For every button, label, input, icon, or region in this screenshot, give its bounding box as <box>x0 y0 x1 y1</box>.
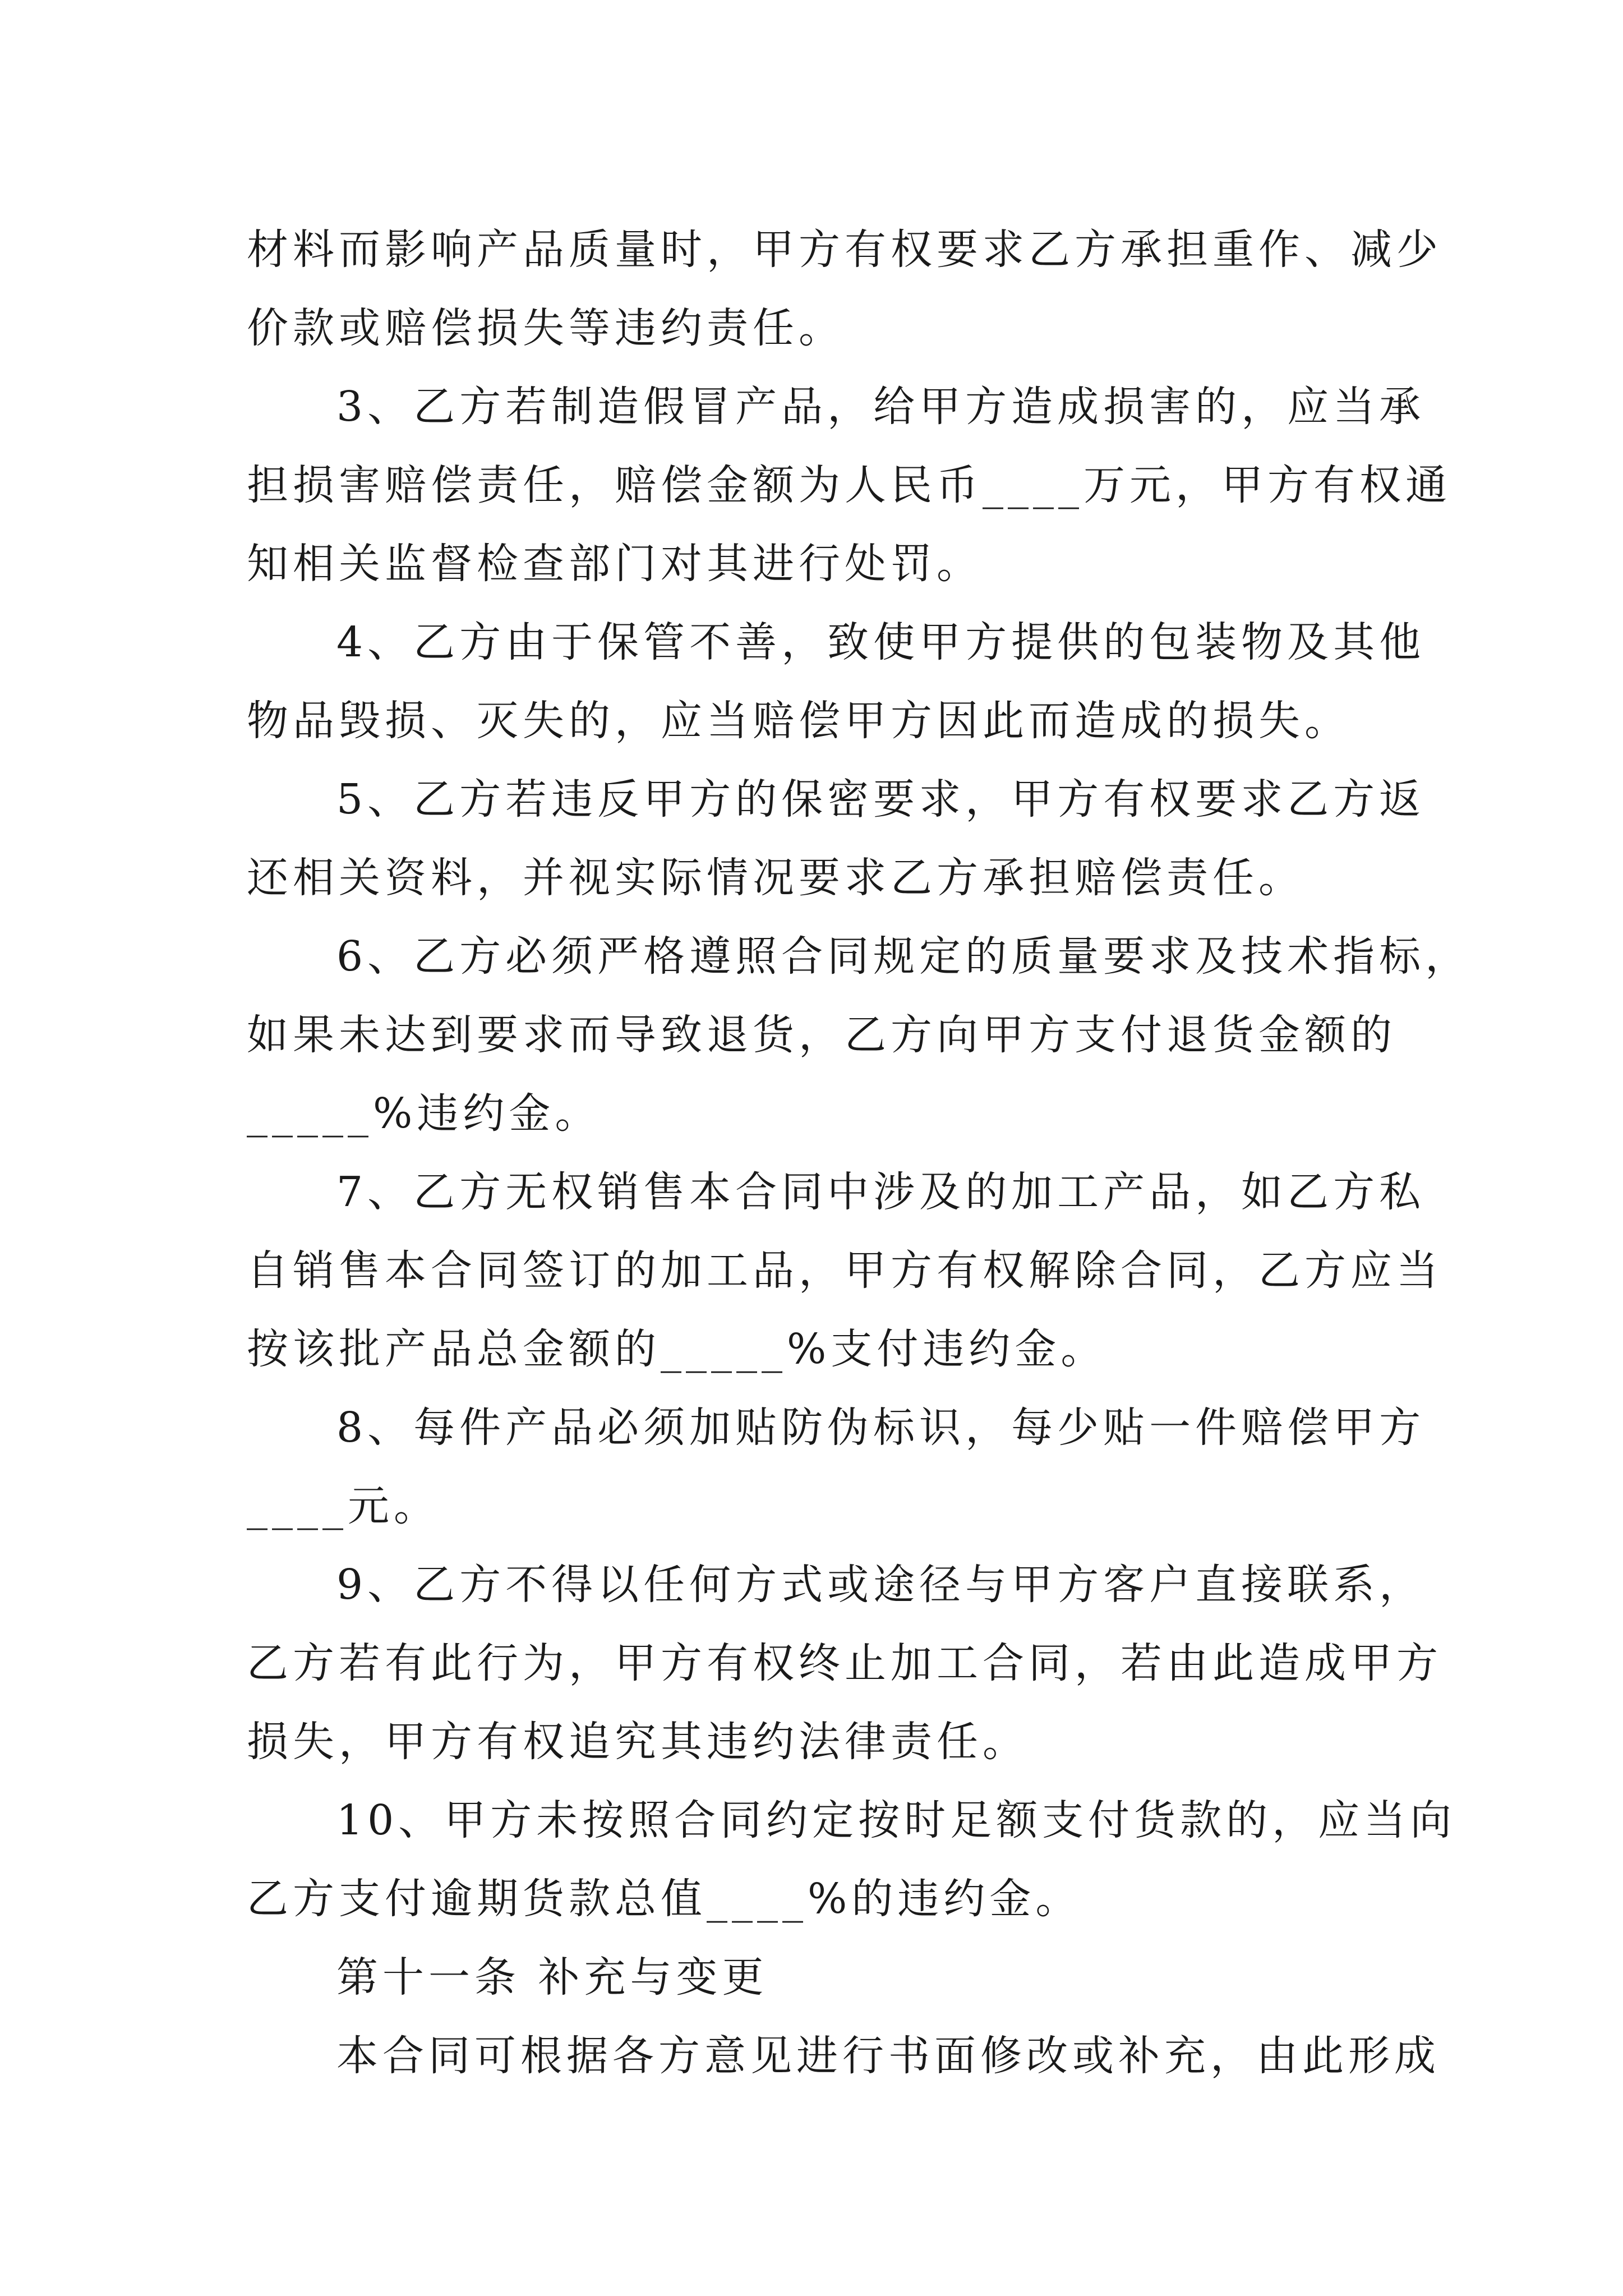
text-line: 价款或赔偿损失等违约责任。 <box>247 304 845 352</box>
text-line: 材料而影响产品质量时，甲方有权要求乙方承担重作、减少 <box>247 226 1442 274</box>
text-line: 4、乙方由于保管不善，致使甲方提供的包装物及其他 <box>336 618 1426 666</box>
text-line: 8、每件产品必须加贴防伪标识，每少贴一件赔偿甲方 <box>336 1404 1426 1452</box>
text-line: 5、乙方若违反甲方的保密要求，甲方有权要求乙方返 <box>336 775 1426 823</box>
text-line: 3、乙方若制造假冒产品，给甲方造成损害的，应当承 <box>336 383 1426 431</box>
text-line: 自销售本合同签订的加工品，甲方有权解除合同，乙方应当 <box>247 1246 1442 1295</box>
text-line: 担损害赔偿责任，赔偿金额为人民币____万元，甲方有权通 <box>247 461 1451 509</box>
text-line: 本合同可根据各方意见进行书面修改或补充，由此形成 <box>336 2032 1440 2080</box>
text-line: 7、乙方无权销售本合同中涉及的加工产品，如乙方私 <box>336 1168 1426 1216</box>
text-line: 知相关监督检查部门对其进行处罚。 <box>247 540 983 588</box>
text-line: 6、乙方必须严格遵照合同规定的质量要求及技术指标， <box>336 932 1472 981</box>
text-line: 按该批产品总金额的_____%支付违约金。 <box>247 1325 1107 1373</box>
text-line: 如果未达到要求而导致退货，乙方向甲方支付退货金额的 <box>247 1011 1396 1059</box>
section-heading: 第十一条 补充与变更 <box>336 1953 768 2001</box>
text-line: 损失，甲方有权追究其违约法律责任。 <box>247 1718 1029 1766</box>
text-line: ____元。 <box>247 1482 440 1530</box>
text-line: 物品毁损、灭失的，应当赔偿甲方因此而造成的损失。 <box>247 697 1350 745</box>
text-line: 乙方支付逾期货款总值____%的违约金。 <box>247 1875 1082 1923</box>
text-line: 10、甲方未按照合同约定按时足额支付货款的，应当向 <box>336 1796 1456 1844</box>
text-line: _____%违约金。 <box>247 1089 601 1138</box>
text-line: 乙方若有此行为，甲方有权终止加工合同，若由此造成甲方 <box>247 1639 1442 1687</box>
text-line: 9、乙方不得以任何方式或途径与甲方客户直接联系， <box>336 1561 1426 1609</box>
text-line: 还相关资料，并视实际情况要求乙方承担赔偿责任。 <box>247 854 1304 902</box>
